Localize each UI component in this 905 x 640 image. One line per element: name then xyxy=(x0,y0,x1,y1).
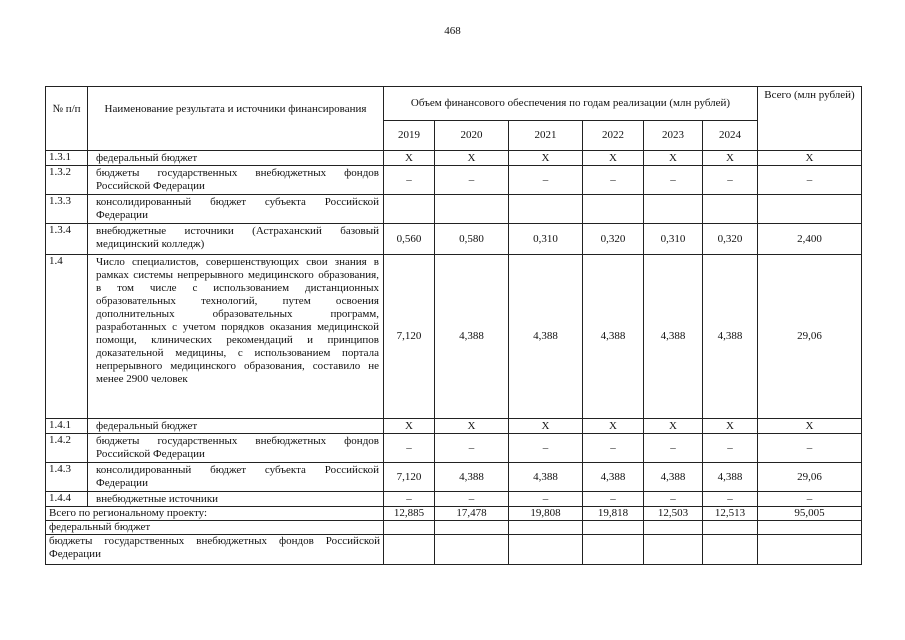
row-value-2023: X xyxy=(644,419,703,434)
summary-value-2023 xyxy=(644,535,703,565)
summary-value-2020: 17,478 xyxy=(435,507,509,521)
summary-total xyxy=(758,521,862,535)
row-name: консолидированный бюджет субъекта Российской Федерации xyxy=(88,463,384,492)
row-name: консолидированный бюджет субъекта Российской Федерации xyxy=(88,195,384,224)
row-total: – xyxy=(758,166,862,195)
row-value-2020: 4,388 xyxy=(435,463,509,492)
row-value-2022: – xyxy=(583,434,644,463)
row-value-2024: 0,320 xyxy=(703,224,758,255)
row-total: – xyxy=(758,492,862,507)
summary-label: Всего по региональному проекту: xyxy=(46,507,384,521)
row-value-2021: – xyxy=(509,434,583,463)
header-year: 2021 xyxy=(509,121,583,151)
summary-value-2023: 12,503 xyxy=(644,507,703,521)
row-name: федеральный бюджет xyxy=(88,419,384,434)
row-value-2022: – xyxy=(583,492,644,507)
row-value-2024: – xyxy=(703,166,758,195)
table-row xyxy=(46,255,862,419)
row-value-2023: 0,310 xyxy=(644,224,703,255)
table-row xyxy=(46,224,862,255)
summary-value-2019: 12,885 xyxy=(384,507,435,521)
row-number: 1.4.2 xyxy=(46,434,88,463)
summary-value-2020 xyxy=(435,521,509,535)
summary-value-2019 xyxy=(384,535,435,565)
row-value-2024: – xyxy=(703,492,758,507)
row-value-2023: – xyxy=(644,492,703,507)
table-row xyxy=(46,419,862,434)
row-value-2024: X xyxy=(703,419,758,434)
row-value-2019: 7,120 xyxy=(384,255,435,419)
summary-value-2022 xyxy=(583,535,644,565)
row-value-2022: 4,388 xyxy=(583,463,644,492)
row-name: Число специалистов, совершенствующих свои знания в рамках системы непрерывного медицинского образования, в том числе с использованием дистанционных образовательных технологий, путем освоения дополнительных образовательных программ, разработанных с учетом порядков оказания медицинской помощи, клинических рекомендаций и принципов доказательной медицины, с использованием портала непрерывного медицинского образования, составило не менее 2900 человек xyxy=(88,255,384,419)
header-year: 2020 xyxy=(435,121,509,151)
row-value-2022: 4,388 xyxy=(583,255,644,419)
row-name: бюджеты государственных внебюджетных фондов Российской Федерации xyxy=(88,166,384,195)
row-total: 29,06 xyxy=(758,255,862,419)
row-number: 1.4 xyxy=(46,255,88,419)
row-number: 1.4.3 xyxy=(46,463,88,492)
row-value-2021 xyxy=(509,195,583,224)
summary-value-2020 xyxy=(435,535,509,565)
header-number: № п/п xyxy=(46,87,88,151)
summary-value-2024 xyxy=(703,521,758,535)
summary-total xyxy=(758,535,862,565)
row-value-2023 xyxy=(644,195,703,224)
header-name: Наименование результата и источники финансирования xyxy=(88,87,384,151)
row-value-2023: – xyxy=(644,434,703,463)
row-number: 1.4.1 xyxy=(46,419,88,434)
row-value-2020: – xyxy=(435,492,509,507)
row-value-2021: 0,310 xyxy=(509,224,583,255)
row-value-2021: X xyxy=(509,151,583,166)
row-value-2021: 4,388 xyxy=(509,463,583,492)
header-volume: Объем финансового обеспечения по годам реализации (млн рублей) xyxy=(384,87,758,121)
financing-table xyxy=(45,86,862,565)
row-name: бюджеты государственных внебюджетных фондов Российской Федерации xyxy=(88,434,384,463)
summary-value-2022: 19,818 xyxy=(583,507,644,521)
row-total: X xyxy=(758,419,862,434)
row-value-2020: 4,388 xyxy=(435,255,509,419)
header-year: 2024 xyxy=(703,121,758,151)
row-total xyxy=(758,195,862,224)
row-value-2019 xyxy=(384,195,435,224)
row-value-2021: – xyxy=(509,492,583,507)
row-name: внебюджетные источники (Астраханский базовый медицинский колледж) xyxy=(88,224,384,255)
row-value-2020: X xyxy=(435,151,509,166)
table-row xyxy=(46,166,862,195)
row-value-2023: 4,388 xyxy=(644,255,703,419)
row-value-2019: – xyxy=(384,492,435,507)
header-total: Всего (млн рублей) xyxy=(758,87,862,151)
row-number: 1.3.1 xyxy=(46,151,88,166)
row-value-2019: – xyxy=(384,166,435,195)
row-value-2019: – xyxy=(384,434,435,463)
table-row xyxy=(46,151,862,166)
row-value-2023: 4,388 xyxy=(644,463,703,492)
row-value-2021: X xyxy=(509,419,583,434)
row-value-2024: – xyxy=(703,434,758,463)
row-number: 1.3.2 xyxy=(46,166,88,195)
row-value-2020 xyxy=(435,195,509,224)
table-row xyxy=(46,492,862,507)
header-year: 2023 xyxy=(644,121,703,151)
row-total: 29,06 xyxy=(758,463,862,492)
row-value-2019: X xyxy=(384,151,435,166)
row-value-2019: X xyxy=(384,419,435,434)
row-value-2023: – xyxy=(644,166,703,195)
summary-total: 95,005 xyxy=(758,507,862,521)
summary-value-2021 xyxy=(509,521,583,535)
summary-value-2021: 19,808 xyxy=(509,507,583,521)
row-value-2020: 0,580 xyxy=(435,224,509,255)
row-value-2020: – xyxy=(435,166,509,195)
row-value-2024: 4,388 xyxy=(703,255,758,419)
row-value-2019: 0,560 xyxy=(384,224,435,255)
page-number: 468 xyxy=(444,25,461,37)
row-name: федеральный бюджет xyxy=(88,151,384,166)
row-value-2019: 7,120 xyxy=(384,463,435,492)
row-value-2023: X xyxy=(644,151,703,166)
summary-value-2019 xyxy=(384,521,435,535)
summary-value-2024 xyxy=(703,535,758,565)
row-value-2024 xyxy=(703,195,758,224)
row-value-2022: X xyxy=(583,419,644,434)
summary-row xyxy=(46,535,862,565)
row-total: X xyxy=(758,151,862,166)
row-value-2020: X xyxy=(435,419,509,434)
summary-label: бюджеты государственных внебюджетных фондов Российской Федерации xyxy=(46,535,384,565)
summary-value-2024: 12,513 xyxy=(703,507,758,521)
summary-label: федеральный бюджет xyxy=(46,521,384,535)
row-value-2022: – xyxy=(583,166,644,195)
header-year: 2022 xyxy=(583,121,644,151)
row-value-2020: – xyxy=(435,434,509,463)
header-year: 2019 xyxy=(384,121,435,151)
row-total: 2,400 xyxy=(758,224,862,255)
row-value-2024: 4,388 xyxy=(703,463,758,492)
row-total: – xyxy=(758,434,862,463)
row-value-2021: – xyxy=(509,166,583,195)
row-number: 1.3.3 xyxy=(46,195,88,224)
row-value-2022: X xyxy=(583,151,644,166)
table-row xyxy=(46,195,862,224)
row-number: 1.4.4 xyxy=(46,492,88,507)
table-row xyxy=(46,463,862,492)
summary-value-2023 xyxy=(644,521,703,535)
row-value-2022: 0,320 xyxy=(583,224,644,255)
summary-row xyxy=(46,521,862,535)
row-value-2022 xyxy=(583,195,644,224)
summary-row xyxy=(46,507,862,521)
row-value-2021: 4,388 xyxy=(509,255,583,419)
row-name: внебюджетные источники xyxy=(88,492,384,507)
table-row xyxy=(46,434,862,463)
summary-value-2021 xyxy=(509,535,583,565)
row-value-2024: X xyxy=(703,151,758,166)
row-number: 1.3.4 xyxy=(46,224,88,255)
table-header-row xyxy=(46,87,862,121)
summary-value-2022 xyxy=(583,521,644,535)
